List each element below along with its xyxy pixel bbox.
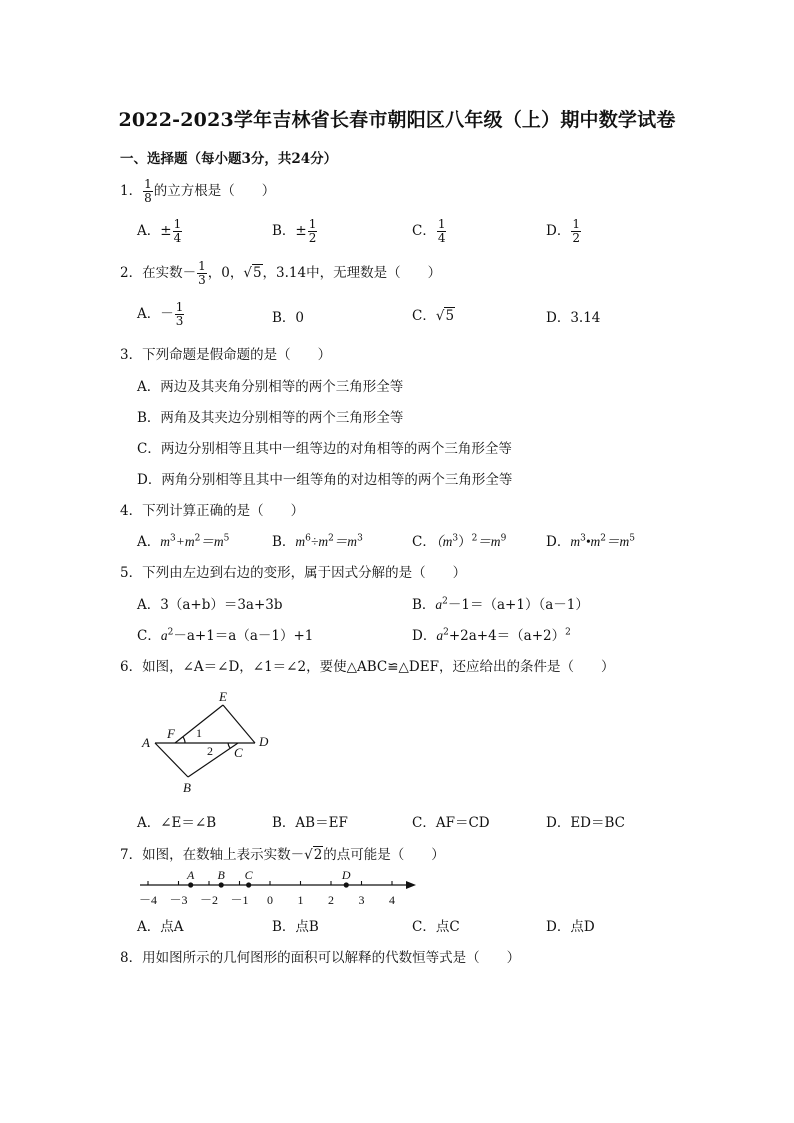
question-8: 8．用如图所示的几何图形的面积可以解释的代数恒等式是（ ） — [120, 950, 521, 966]
label-angle-2: 2 — [207, 744, 213, 758]
angle-1-arc — [183, 737, 185, 743]
question-4: 4．下列计算正确的是（ ） — [120, 503, 305, 519]
fraction-denominator: 4 — [173, 231, 182, 245]
q4-option-d — [546, 530, 635, 550]
fraction-denominator: 4 — [437, 231, 446, 245]
fraction-numerator: 1 — [572, 217, 580, 231]
exponent: 2 — [194, 533, 201, 544]
option-label: A． — [137, 306, 161, 322]
option-label: C． — [412, 223, 436, 239]
expr-part: m — [570, 534, 581, 549]
fraction-numerator: 1 — [198, 259, 206, 273]
q3-option-d: D．两角分别相等且其中一组等角的对边相等的两个三角形全等 — [137, 472, 513, 488]
exponent: 3 — [580, 533, 586, 544]
question-3: 3．下列命题是假命题的是（ ） — [120, 347, 332, 363]
question-1 — [120, 178, 275, 205]
expr-part: +2a+4＝（a+2） — [448, 628, 566, 644]
segment-ed — [223, 705, 255, 743]
exponent: 5 — [223, 533, 230, 544]
expr-part: ＝m — [606, 534, 630, 549]
number-line-point-label: C — [244, 868, 253, 882]
segment-ab — [155, 743, 188, 777]
fraction-denominator: 3 — [175, 314, 184, 328]
q5-option-c — [137, 624, 313, 644]
expr-part: ＝m — [200, 534, 224, 549]
section-heading: 一、选择题（每小题3分，共24分） — [120, 151, 338, 167]
sqrt-symbol: √2 — [304, 847, 323, 863]
segment-bc — [188, 743, 238, 777]
q2-option-a — [137, 301, 185, 328]
question-number: 2． — [120, 265, 143, 281]
number-line-point — [188, 882, 193, 887]
q1-option-c — [412, 218, 447, 245]
option-text: 3.14 — [570, 310, 601, 326]
expr-part: a — [435, 597, 443, 612]
fraction-numerator: 1 — [175, 300, 184, 314]
q4-option-b — [272, 530, 363, 550]
number-line-point — [344, 882, 349, 887]
exponent: 5 — [629, 533, 636, 544]
label-d: D — [259, 734, 269, 749]
label-a: A — [142, 735, 150, 750]
number-line-point-label: D — [341, 868, 351, 882]
option-label: C． — [412, 308, 436, 324]
question-text: 的立方根是（ ） — [153, 183, 276, 199]
expr-part: +m — [175, 534, 195, 549]
option-sign: － — [160, 306, 174, 322]
q7-option-a: A．点A — [137, 919, 184, 935]
sqrt-symbol: √5 — [435, 308, 455, 324]
label-c: C — [234, 745, 243, 760]
q6-option-a: A．∠E＝∠B — [137, 815, 217, 831]
option-sign: ± — [295, 223, 307, 239]
fraction — [197, 260, 207, 287]
option-label: B． — [272, 534, 296, 550]
q4-option-a — [137, 530, 229, 550]
question-text: 在实数－ — [142, 265, 197, 281]
exponent: 2 — [442, 596, 448, 607]
fraction — [173, 218, 183, 245]
number-line-tick-label: 0 — [267, 893, 273, 907]
number-line-tick-label: 3 — [358, 893, 365, 907]
option-label: B． — [412, 597, 436, 613]
q7-option-d: D．点D — [546, 919, 595, 935]
expr-part: ＝m — [477, 534, 501, 549]
fraction-numerator: 1 — [144, 177, 152, 191]
question-5: 5．下列由左边到右边的变形，属于因式分解的是（ ） — [120, 565, 467, 581]
label-b: B — [183, 780, 191, 795]
option-text: 0 — [295, 310, 305, 326]
q3-option-b: B．两角及其夹边分别相等的两个三角形全等 — [137, 410, 404, 426]
option-label: C． — [137, 628, 161, 644]
option-label: B． — [272, 223, 296, 239]
option-label: D． — [546, 534, 571, 550]
q2-option-d — [546, 306, 600, 326]
exponent: 2 — [167, 627, 174, 638]
question-text: ，0， — [207, 265, 244, 281]
exponent: 2 — [328, 533, 334, 544]
fraction-denominator: 8 — [144, 191, 152, 205]
number-line-tick-label: －3 — [169, 893, 188, 907]
number-line — [138, 866, 423, 910]
number-line-tick-label: －2 — [199, 893, 219, 907]
q6-option-b: B．AB＝EF — [272, 815, 348, 831]
exponent: 3 — [357, 533, 363, 544]
option-label: A． — [137, 534, 161, 550]
expr-part: m — [295, 534, 306, 549]
expr-part: a — [160, 628, 168, 643]
q6-option-c: C．AF＝CD — [412, 815, 490, 831]
fraction — [175, 301, 185, 328]
number-line-point-label: A — [187, 868, 195, 882]
fraction-numerator: 1 — [173, 217, 182, 231]
option-label: D． — [412, 628, 437, 644]
fraction-numerator: 1 — [308, 217, 317, 231]
q5-option-b — [412, 593, 589, 613]
question-text: ，3.14中，无理数是（ ） — [262, 265, 442, 281]
radicand: 5 — [445, 308, 455, 324]
fraction-numerator: 1 — [437, 217, 446, 231]
exponent: 2 — [443, 627, 449, 638]
label-angle-1: 1 — [196, 726, 202, 740]
triangle-figure — [135, 685, 285, 800]
fraction — [571, 218, 581, 245]
exponent: 6 — [305, 533, 311, 544]
question-number: 1． — [120, 183, 143, 199]
number-line-point — [246, 882, 251, 887]
expr-part: ） — [458, 534, 472, 550]
option-label: B． — [272, 310, 296, 326]
number-line-tick-label: －4 — [138, 893, 158, 907]
question-text: 的点可能是（ ） — [323, 847, 445, 863]
q5-option-d — [412, 624, 571, 644]
sqrt-symbol: √5 — [243, 265, 262, 281]
q7-option-c: C．点C — [412, 919, 460, 935]
exponent: 3 — [170, 533, 176, 544]
option-label: D． — [546, 310, 571, 326]
angle-2-arc — [228, 743, 230, 748]
number-line-tick-label: 1 — [297, 893, 304, 907]
question-2 — [120, 260, 441, 287]
q3-option-c: C．两边分别相等且其中一组等边的对角相等的两个三角形全等 — [137, 441, 512, 457]
label-f: F — [167, 726, 175, 741]
q1-option-d — [546, 218, 582, 245]
fraction — [143, 178, 153, 205]
page-title: 2022-2023学年吉林省长春市朝阳区八年级（上）期中数学试卷 — [118, 109, 676, 131]
q2-option-c — [412, 304, 455, 324]
question-7 — [120, 843, 445, 863]
fraction — [308, 218, 318, 245]
expr-part: ÷m — [310, 534, 329, 549]
fraction-denominator: 3 — [198, 273, 206, 287]
option-label: D． — [546, 223, 571, 239]
expr-part: ＝m — [333, 534, 358, 549]
expr-part: a — [436, 628, 444, 643]
fraction-denominator: 2 — [308, 231, 317, 245]
exponent: 2 — [565, 627, 571, 638]
option-sign: ± — [160, 223, 172, 239]
number-line-tick-label: －1 — [230, 893, 249, 907]
option-label: C． — [412, 534, 436, 550]
label-e: E — [219, 689, 227, 704]
fraction — [437, 218, 447, 245]
fraction-denominator: 2 — [572, 231, 580, 245]
radicand: 2 — [313, 847, 323, 863]
q7-option-b: B．点B — [272, 919, 319, 935]
number-line-tick-label: 2 — [328, 893, 334, 907]
q1-option-a — [137, 218, 183, 245]
q6-option-d: D．ED＝BC — [546, 815, 626, 831]
exponent: 2 — [471, 533, 478, 544]
question-text: 7．如图，在数轴上表示实数－ — [120, 847, 305, 863]
exponent: 2 — [600, 533, 607, 544]
question-6: 6．如图，∠A＝∠D，∠1＝∠2，要使△ABC≌△DEF，还应给出的条件是（ ） — [120, 659, 615, 675]
q2-option-b — [272, 306, 304, 326]
exponent: 3 — [452, 533, 459, 544]
expr-part: －a+1＝a（a－1）+1 — [173, 628, 314, 644]
q4-option-c — [412, 530, 506, 550]
q5-option-a: A．3（a+b）＝3a+3b — [137, 597, 283, 613]
exponent: 9 — [500, 533, 507, 544]
number-line-tick-label: 4 — [389, 893, 395, 907]
expr-part: •m — [585, 534, 601, 549]
expr-part: m — [160, 534, 170, 549]
arrow-head-icon — [406, 881, 416, 889]
radicand: 5 — [252, 265, 262, 281]
number-line-point-label: B — [217, 868, 225, 882]
q3-option-a: A．两边及其夹角分别相等的两个三角形全等 — [137, 379, 404, 395]
option-label: A． — [137, 223, 161, 239]
expr-part: （m — [435, 534, 453, 549]
expr-part: －1＝（a+1）（a－1） — [447, 597, 589, 613]
number-line-point — [219, 882, 224, 887]
q1-option-b — [272, 218, 318, 245]
